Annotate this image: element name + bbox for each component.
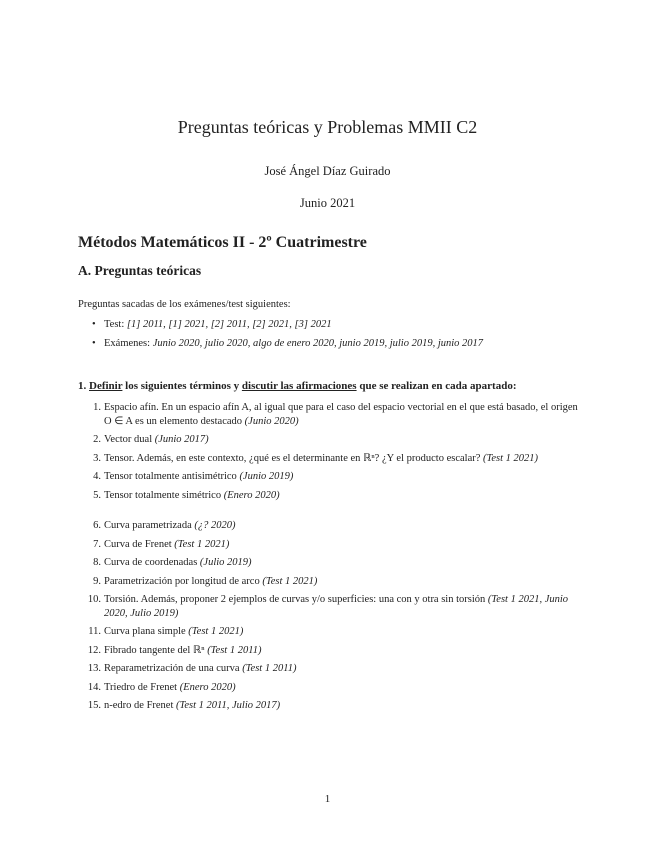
- question-keyword-define: Definir: [89, 380, 123, 392]
- question-text-part: los siguientes términos y: [125, 380, 240, 392]
- section-title: Métodos Matemáticos II - 2º Cuatrimestre: [78, 234, 367, 251]
- page-number: 1: [324, 793, 331, 805]
- list-item: 10. Torsión. Además, proponer 2 ejemplos de curvas y/o superficies: una con y otra sin torsión (Test 1 2021, Junio 2020, Julio 2019): [87, 594, 569, 619]
- bullet-items: Junio 2020, julio 2020, algo de enero 2020, junio 2019, julio 2019, junio 2017: [152, 338, 484, 349]
- list-item: [92, 337, 572, 356]
- intro-text: Preguntas sacadas de los exámenes/test siguientes:: [78, 299, 291, 310]
- document-date: Junio 2021: [299, 196, 356, 210]
- bullet-label: Test:: [104, 319, 125, 330]
- list-item: 8. Curva de coordenadas (Julio 2019): [93, 557, 252, 568]
- question-heading: [78, 380, 578, 392]
- list-item: 3. Tensor. Además, en este contexto, ¿qué es el determinante en ℝⁿ? ¿Y el producto escalar? (Test 1 2021): [93, 452, 539, 464]
- list-item: 13. Reparametrización de una curva (Test 1 2011): [87, 663, 297, 674]
- question-keyword-discuss: discutir las afirmaciones: [241, 380, 357, 392]
- document-author: José Ángel Díaz Guirado: [264, 164, 391, 178]
- list-item: 11. Curva plana simple (Test 1 2021): [88, 626, 244, 637]
- list-item: 4. Tensor totalmente antisimétrico (Junio 2019): [93, 471, 294, 482]
- list-item: 14. Triedro de Frenet (Enero 2020): [87, 681, 236, 693]
- list-item: 6. Curva parametrizada (¿? 2020): [93, 520, 236, 531]
- document-title: Preguntas teóricas y Problemas MMII C2: [177, 117, 478, 137]
- source-list: [92, 318, 572, 356]
- list-item: 9. Parametrización por longitud de arco (Test 1 2021): [93, 575, 318, 587]
- list-item: [92, 318, 572, 337]
- list-item: 2. Vector dual (Junio 2017): [93, 434, 209, 445]
- bullet-items: [1] 2011, [1] 2021, [2] 2011, [2] 2021, [3] 2021: [126, 319, 332, 330]
- question-items: [85, 401, 585, 718]
- list-item: 7. Curva de Frenet (Test 1 2021): [93, 538, 230, 550]
- bullet-icon: •: [92, 319, 96, 330]
- bullet-icon: •: [92, 338, 96, 349]
- question-text-part: que se realizan en cada apartado:: [359, 380, 517, 392]
- list-item: 1. Espacio afín. En un espacio afín A, al igual que para el caso del espacio vectorial en el que está basado, el origen O ∈ A es un elemento destacado (Junio 2020): [93, 402, 578, 427]
- list-item: 12. Fibrado tangente del ℝⁿ (Test 1 2011): [87, 644, 262, 656]
- question-number: 1.: [78, 380, 87, 392]
- subsection-title: A. Preguntas teóricas: [78, 263, 202, 278]
- list-item: 5. Tensor totalmente simétrico (Enero 2020): [93, 489, 280, 501]
- bullet-label: Exámenes:: [104, 338, 151, 349]
- list-item: 15. n-edro de Frenet (Test 1 2011, Julio 2017): [87, 700, 281, 711]
